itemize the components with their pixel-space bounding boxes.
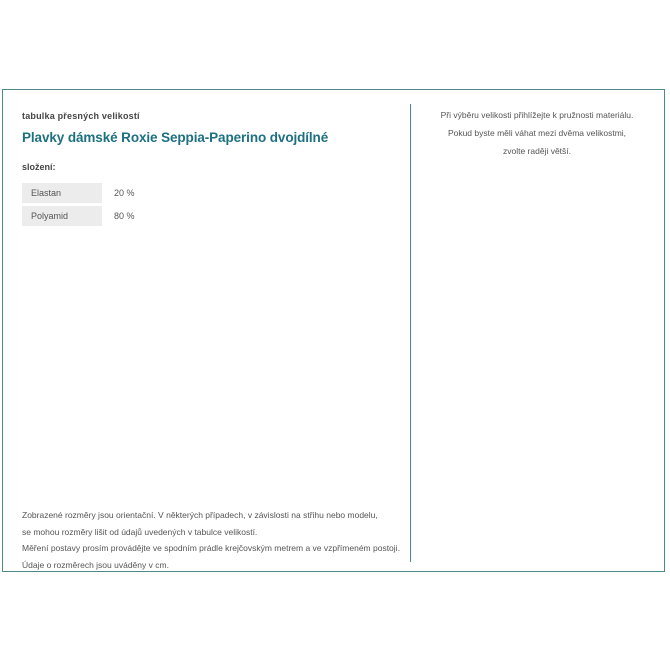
size-chart-panel (2, 89, 665, 572)
size-advice-note (411, 106, 663, 160)
disclaimer-line: Zobrazené rozměry jsou orientační. V některých případech, v závislosti na střihu nebo modelu, (22, 510, 378, 520)
material-percentage: 20 % (114, 188, 135, 198)
size-table-heading: tabulka přesných velikostí (22, 111, 140, 121)
advice-line: zvolte raději větší. (502, 146, 572, 156)
disclaimer-line: Údaje o rozměrech jsou uváděny v cm. (22, 559, 169, 570)
material-name: Polyamid (22, 206, 102, 226)
advice-line: Pokud byste měli váhat mezi dvěma velikostmi, (447, 128, 627, 138)
composition-row (22, 183, 135, 203)
disclaimer-line: se mohou rozměry lišit od údajů uvedených v tabulce velikostí. (22, 526, 258, 537)
column-divider (410, 104, 411, 562)
material-percentage: 80 % (114, 211, 135, 221)
disclaimer-line: Měření postavy prosím provádějte ve spodním prádle krejčovským metrem a ve vzpřímeném postoji. (22, 543, 400, 553)
composition-label: složení: (22, 162, 56, 172)
advice-line: Při výběru velikosti přihlížejte k pružnosti materiálu. (440, 110, 634, 120)
composition-table (22, 183, 135, 229)
material-name: Elastan (22, 183, 102, 203)
product-title: Plavky dámské Roxie Seppia-Paperino dvojdílné (22, 130, 329, 145)
composition-row (22, 206, 135, 226)
measurement-disclaimer (22, 507, 400, 573)
